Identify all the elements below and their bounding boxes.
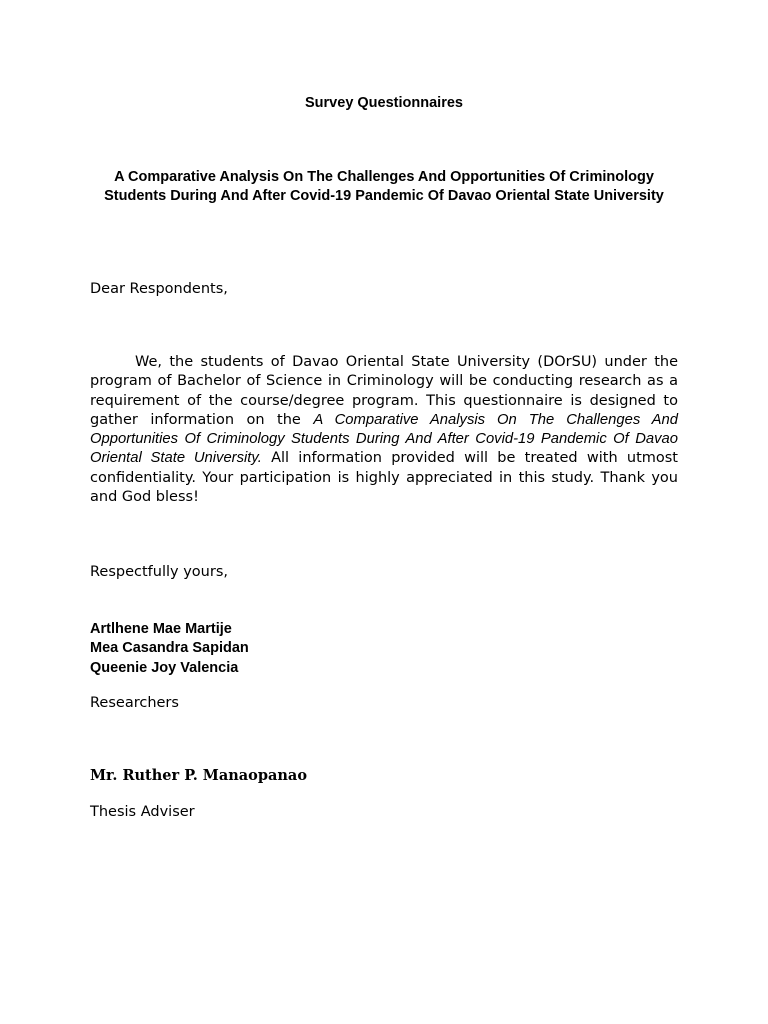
researcher-name: Queenie Joy Valencia bbox=[90, 659, 239, 676]
adviser-name: Mr. Ruther P. Manaopanao bbox=[90, 767, 307, 784]
researcher-list bbox=[90, 620, 249, 678]
intro-paragraph bbox=[90, 353, 678, 507]
closing-line: Respectfully yours, bbox=[90, 564, 228, 580]
study-title: A Comparative Analysis On The Challenges And Opportunities Of Criminology Students During And After Covid-19 Pandemic Of Davao Oriental State University bbox=[104, 169, 664, 204]
researchers-role: Researchers bbox=[90, 695, 179, 711]
salutation: Dear Respondents, bbox=[90, 281, 228, 297]
intro-tail-text: All information provided will be treated with utmost confidentiality. Your participation is highly appreciated in this study. Thank you and God bless! bbox=[90, 450, 678, 506]
intro-italic-study-title: A Comparative Analysis On The Challenges And Opportunities Of Criminology Students During And After Covid-19 Pandemic Of Davao Oriental State University. bbox=[90, 411, 679, 467]
intro-lead-text: We, the students of Davao Oriental State University (DOrSU) under the program of Bachelor of Science in Criminology will be conducting research as a requirement of the course/degree program. This questionnaire is designed to gather information on the bbox=[90, 354, 678, 428]
researcher-name: Artlhene Mae Martije bbox=[90, 621, 232, 637]
survey-title: Survey Questionnaires bbox=[305, 95, 463, 111]
adviser-role: Thesis Adviser bbox=[90, 804, 195, 820]
researcher-name: Mea Casandra Sapidan bbox=[90, 640, 249, 657]
